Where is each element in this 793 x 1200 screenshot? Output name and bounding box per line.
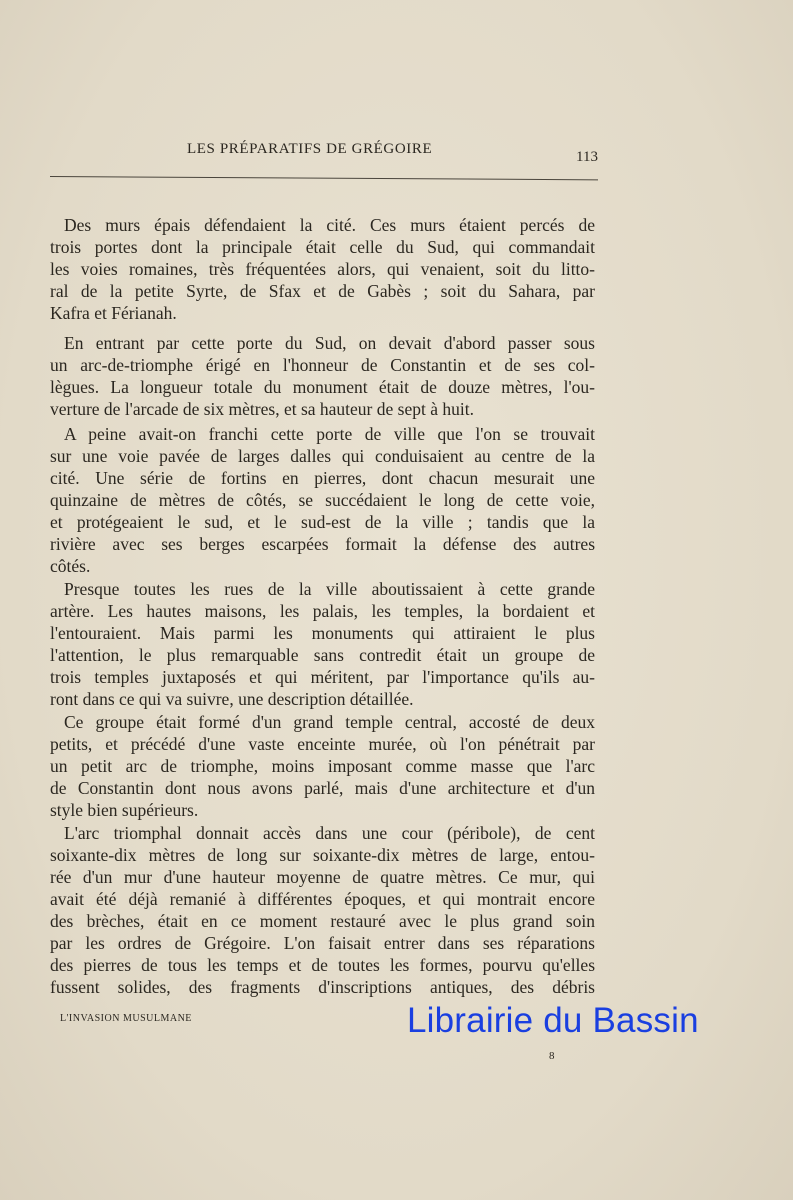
text-line: ral de la petite Syrte, de Sfax et de Gabès ; soit du Sahara, par — [50, 281, 595, 301]
text-line: un petit arc de triomphe, moins imposant comme masse que l'arc — [50, 756, 595, 776]
text-line: un arc-de-triomphe érigé en l'honneur de Constantin et de ses col- — [50, 355, 595, 375]
text-line: sur une voie pavée de larges dalles qui conduisaient au centre de la — [50, 446, 595, 466]
text-line: des brèches, était en ce moment restauré avec le plus grand soin — [50, 911, 595, 931]
page-number: 113 — [576, 149, 598, 165]
text-line: trois portes dont la principale était celle du Sud, qui commandait — [50, 237, 595, 257]
text-line: cité. Une série de fortins en pierres, dont chacun mesurait une — [50, 468, 595, 488]
watermark: Librairie du Bassin — [407, 1001, 699, 1040]
footer-book-title: L'INVASION MUSULMANE — [60, 1013, 192, 1024]
text-line: des pierres de tous les temps et de toutes les formes, pourvu qu'elles — [50, 955, 595, 975]
text-line: fussent solides, des fragments d'inscriptions antiques, des débris — [50, 977, 595, 997]
text-line: Ce groupe était formé d'un grand temple central, accosté de deux — [64, 712, 595, 732]
text-line: Des murs épais défendaient la cité. Ces murs étaient percés de — [64, 215, 595, 235]
text-line: Presque toutes les rues de la ville aboutissaient à cette grande — [64, 579, 595, 599]
text-line: artère. Les hautes maisons, les palais, les temples, la bordaient et — [50, 601, 595, 621]
text-line: les voies romaines, très fréquentées alors, qui venaient, soit du litto- — [50, 259, 595, 279]
text-line: verture de l'arcade de six mètres, et sa hauteur de sept à huit. — [50, 399, 474, 419]
text-line: soixante-dix mètres de long sur soixante-dix mètres de large, entou- — [50, 845, 595, 865]
text-line: de Constantin dont nous avons parlé, mais d'une architecture et d'un — [50, 778, 595, 798]
text-line: avait été déjà remanié à différentes époques, et qui montrait encore — [50, 889, 595, 909]
text-line: rivière avec ses berges escarpées formait la défense des autres — [50, 534, 595, 554]
text-line: l'entouraient. Mais parmi les monuments qui attiraient le plus — [50, 623, 595, 643]
signature-mark: 8 — [549, 1050, 555, 1062]
text-line: petits, et précédé d'une vaste enceinte murée, où l'on pénétrait par — [50, 734, 595, 754]
text-line: style bien supérieurs. — [50, 800, 199, 820]
text-line: l'attention, le plus remarquable sans contredit était un groupe de — [50, 645, 595, 665]
text-line: lègues. La longueur totale du monument était de douze mètres, l'ou- — [50, 377, 595, 397]
text-line: trois temples juxtaposés et qui méritent, par l'importance qu'ils au- — [50, 667, 595, 687]
text-line: par les ordres de Grégoire. L'on faisait entrer dans ses réparations — [50, 933, 595, 953]
text-line: Kafra et Férianah. — [50, 303, 177, 323]
text-line: rée d'un mur d'une hauteur moyenne de quatre mètres. Ce mur, qui — [50, 867, 595, 887]
text-line: quinzaine de mètres de côtés, se succédaient le long de cette voie, — [50, 490, 595, 510]
text-line: et protégeaient le sud, et le sud-est de la ville ; tandis que la — [50, 512, 595, 532]
text-line: côtés. — [50, 556, 91, 576]
text-line: A peine avait-on franchi cette porte de ville que l'on se trouvait — [64, 424, 595, 444]
text-line: ront dans ce qui va suivre, une description détaillée. — [50, 689, 414, 709]
text-line: En entrant par cette porte du Sud, on devait d'abord passer sous — [64, 333, 595, 353]
text-line: L'arc triomphal donnait accès dans une cour (péribole), de cent — [64, 823, 595, 843]
header-rule — [50, 176, 598, 180]
running-title: LES PRÉPARATIFS DE GRÉGOIRE — [187, 141, 433, 157]
